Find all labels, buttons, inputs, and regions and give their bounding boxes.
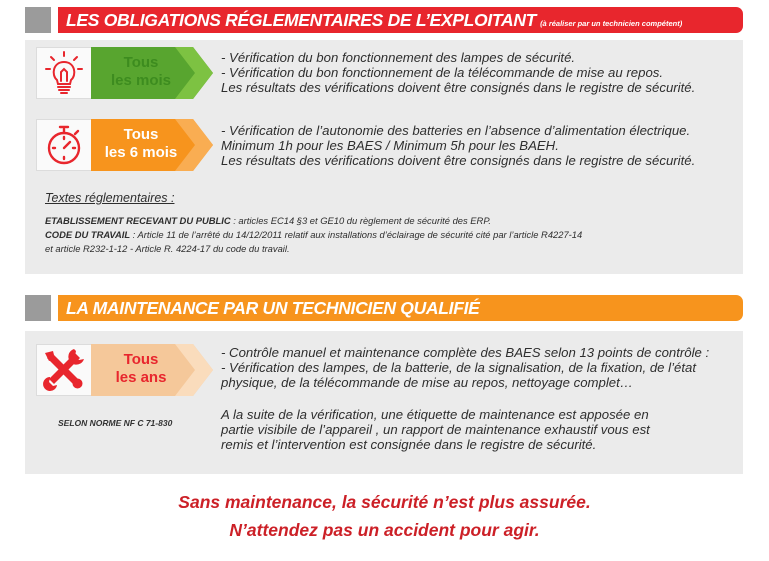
yearly-text: - Contrôle manuel et maintenance complète des BAES selon 13 points de contrôle : - Vérification des lampes, de la batterie, de la signalisation, de la fixation, de l’état physique, de la télécommande de mise au repos, nettoyage complet… <box>221 345 710 390</box>
stopwatch-icon <box>37 120 91 170</box>
code-text-1: : Article 11 de l’arrêté du 14/12/2011 relatif aux installations d’éclairage de sécurité cité par l’article R4227-14 <box>130 229 583 240</box>
lightbulb-tile <box>36 47 92 99</box>
yearly-text-2: A la suite de la vérification, une étiquette de maintenance est apposée en partie visibile de l’appareil , un rapport de maintenance exhaustif vous est remis et l’intervention est consignée dans le registre de sécurité. <box>221 407 650 452</box>
monthly-label: Tous les mois <box>110 54 172 89</box>
code-label: CODE DU TRAVAIL <box>45 229 131 240</box>
erp-text: : articles EC14 §3 et GE10 du règlement de sécurité des ERP. <box>230 215 491 226</box>
lightbulb-icon <box>37 48 91 98</box>
section2-title-bar <box>58 295 743 321</box>
six-month-label: Tous les 6 mois <box>104 126 178 161</box>
regulations-text <box>45 214 582 256</box>
regulations-heading: Textes réglementaires : <box>45 191 175 205</box>
monthly-text: - Vérification du bon fonctionnement des lampes de sécurité. - Vérification du bon fonctionnement de la télécommande de mise au repos. Les résultats des vérifications doivent être consignés dans le registre de sécurité. <box>221 50 696 95</box>
header-square <box>25 7 51 33</box>
stopwatch-tile <box>36 119 92 171</box>
yearly-ribbon <box>36 344 211 396</box>
header-square <box>25 295 51 321</box>
six-month-ribbon <box>36 119 211 171</box>
section1-title: LES OBLIGATIONS RÉGLEMENTAIRES DE L’EXPLOITANT <box>66 10 537 30</box>
yearly-label: Tous les ans <box>115 351 167 386</box>
monthly-ribbon <box>36 47 211 99</box>
six-month-text: - Vérification de l’autonomie des batteries en l’absence d’alimentation électrique. Minimum 1h pour les BAES / Minimum 5h pour les BAEH. Les résultats des vérifications doivent être consignés dans le registre de sécurité. <box>221 123 696 168</box>
erp-label: ETABLISSEMENT RECEVANT DU PUBLIC <box>45 215 231 226</box>
section1-title-bar <box>58 7 743 33</box>
section1-note: (à réaliser par un technicien compétent) <box>540 19 683 28</box>
norm-label: SELON NORME NF C 71-830 <box>58 418 173 428</box>
section1-header <box>25 7 743 33</box>
section2-title: LA MAINTENANCE PAR UN TECHNICIEN QUALIFIÉ <box>66 298 480 318</box>
code-text-2: et article R232-1-12 - Article R. 4224-17 du code du travail. <box>45 243 290 254</box>
tools-icon <box>37 345 91 395</box>
tools-tile <box>36 344 92 396</box>
section2-header <box>25 295 743 321</box>
footer-line-1: Sans maintenance, la sécurité n’est plus assurée. <box>178 492 591 512</box>
footer-line-2: N’attendez pas un accident pour agir. <box>229 520 540 540</box>
